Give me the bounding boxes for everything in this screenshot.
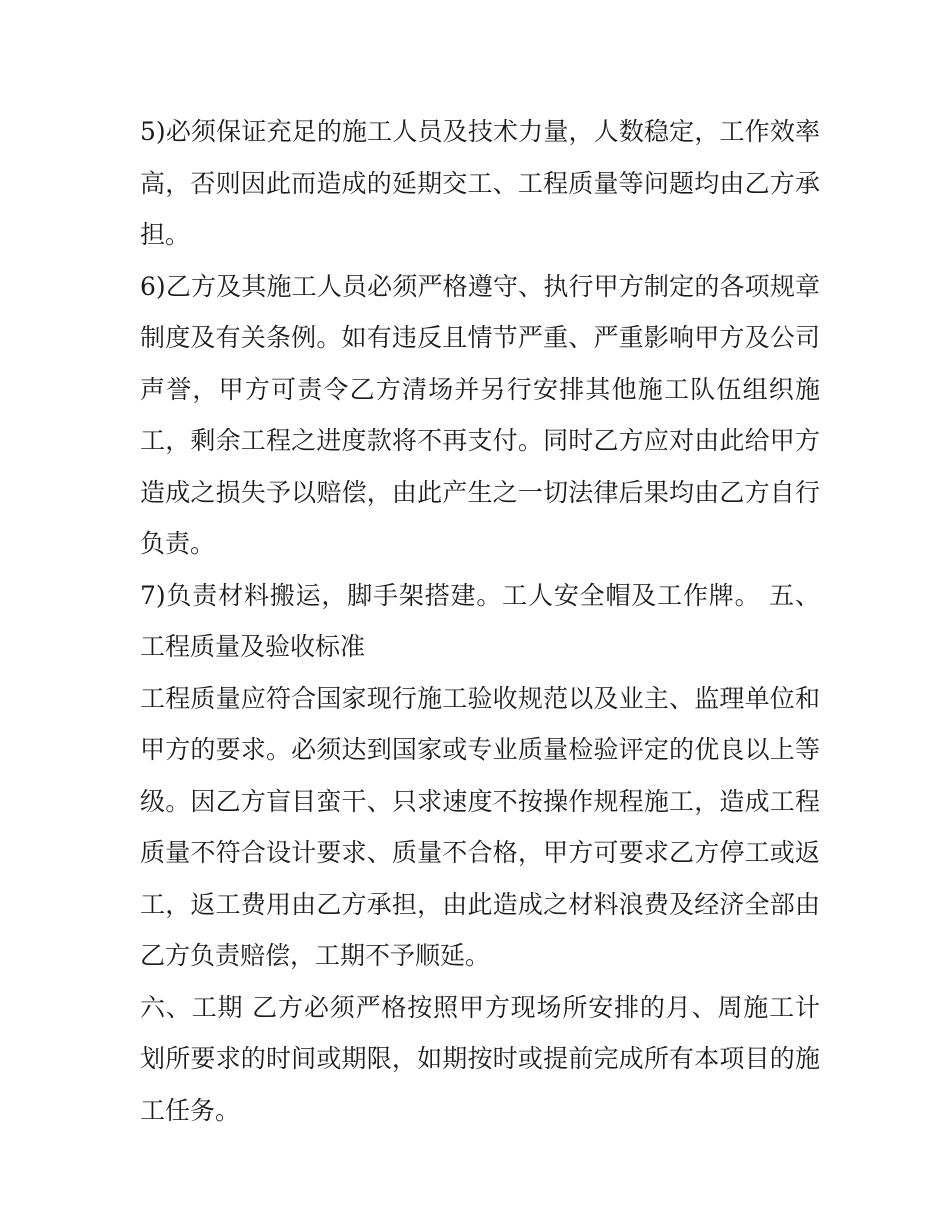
document-body (140, 106, 820, 1136)
paragraph-item-7-and-section-5-heading: 7)负责材料搬运，脚手架搭建。工人安全帽及工作牌。 五、工程质量及验收标准 (140, 580, 820, 661)
paragraph-item-6: 6)乙方及其施工人员必须严格遵守、执行甲方制定的各项规章制度及有关条例。如有违反且情节严重、严重影响甲方及公司声誉，甲方可责令乙方清场并另行安排其他施工队伍组织施工，剩余工程之进度款将不再支付。同时乙方应对由此给甲方造成之损失予以赔偿，由此产生之一切法律后果均由乙方自行负责。 (140, 271, 820, 558)
paragraph-section-6-schedule: 六、工期 乙方必须严格按照甲方现场所安排的月、周施工计划所要求的时间或期限，如期按时或提前完成所有本项目的施工任务。 (140, 992, 820, 1125)
paragraph-item-5: 5)必须保证充足的施工人员及技术力量，人数稳定，工作效率高，否则因此而造成的延期交工、工程质量等问题均由乙方承担。 (140, 117, 820, 249)
paragraph-quality-standard: 工程质量应符合国家现行施工验收规范以及业主、监理单位和甲方的要求。必须达到国家或专业质量检验评定的优良以上等级。因乙方盲目蛮干、只求速度不按操作规程施工，造成工程质量不符合设计要求、质量不合格，甲方可要求乙方停工或返工，返工费用由乙方承担，由此造成之材料浪费及经济全部由乙方负责赔偿，工期不予顺延。 (140, 683, 820, 970)
